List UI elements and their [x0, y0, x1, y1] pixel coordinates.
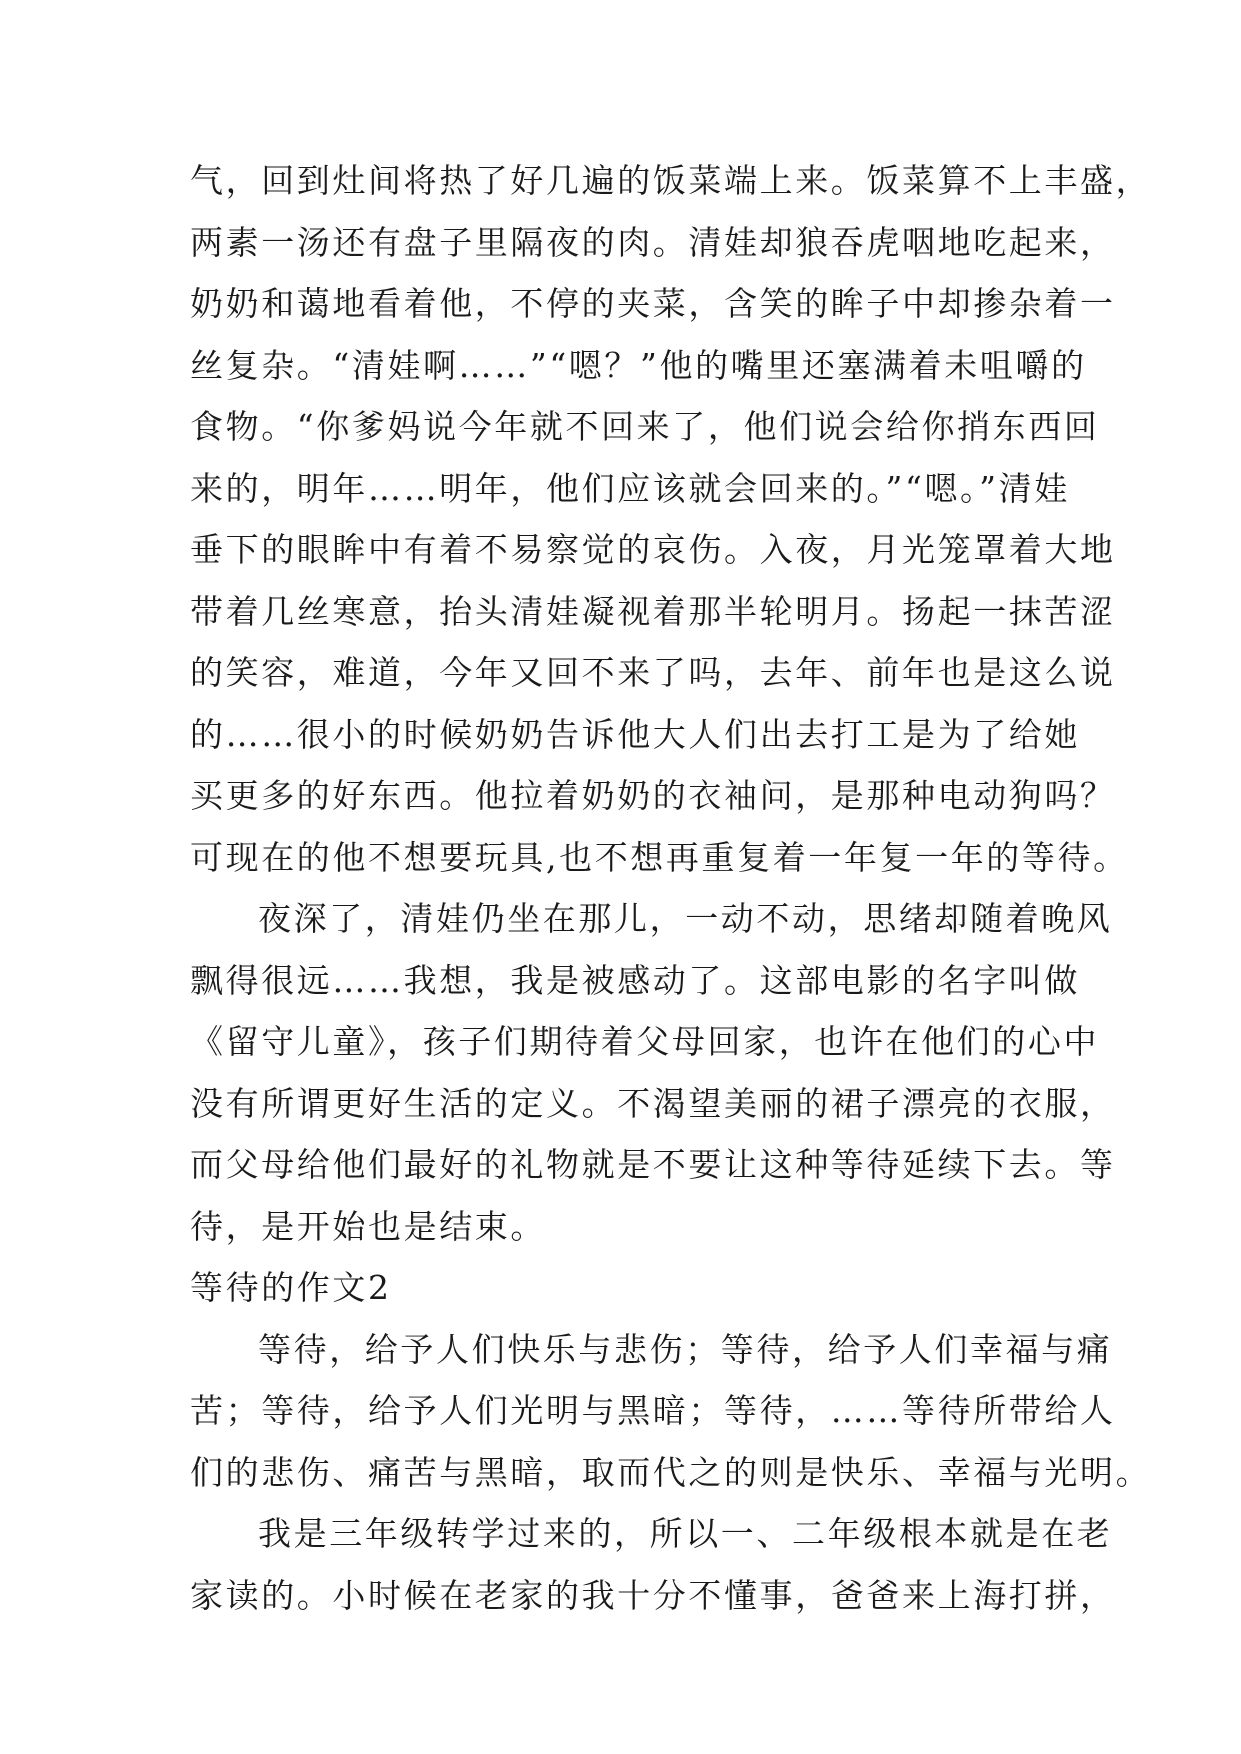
text-line: 没有所谓更好生活的定义。不渴望美丽的裙子漂亮的衣服，: [190, 1083, 1116, 1123]
text-line: 的……很小的时候奶奶告诉他大人们出去打工是为了给她: [190, 714, 1080, 754]
document-page: [190, 150, 1152, 1626]
text-line: 待，是开始也是结束。: [190, 1206, 546, 1246]
text-line: 食物。“你爹妈说今年就不回来了，他们说会给你捎东西回: [190, 407, 1100, 446]
section-heading: 等待的作文2: [190, 1268, 392, 1307]
text-line: 买更多的好东西。他拉着奶奶的衣袖问，是那种电动狗吗？: [190, 776, 1116, 815]
paragraph-first-line: 我是三年级转学过来的，所以一、二年级根本就是在老: [258, 1514, 1113, 1553]
text-line: 带着几丝寒意，抬头清娃凝视着那半轮明月。扬起一抹苦涩: [190, 591, 1116, 631]
text-line: 的笑容，难道，今年又回不来了吗，去年、前年也是这么说: [190, 653, 1116, 692]
text-line: 家读的。小时候在老家的我十分不懂事，爸爸来上海打拼，: [190, 1575, 1116, 1615]
text-line: 垂下的眼眸中有着不易察觉的哀伤。入夜，月光笼罩着大地: [190, 530, 1116, 569]
text-line: 苦；等待，给予人们光明与黑暗；等待，……等待所带给人: [190, 1391, 1116, 1430]
text-line: 来的，明年……明年，他们应该就会回来的。”“嗯。”清娃: [190, 468, 1070, 508]
text-line: 两素一汤还有盘子里隔夜的肉。清娃却狼吞虎咽地吃起来，: [190, 222, 1116, 262]
text-line: 可现在的他不想要玩具,也不想再重复着一年复一年的等待。: [190, 837, 1129, 877]
paragraph-first-line: 等待，给予人们快乐与悲伤；等待，给予人们幸福与痛: [258, 1329, 1113, 1369]
text-line: 气，回到灶间将热了好几遍的饭菜端上来。饭菜算不上丰盛，: [190, 161, 1152, 200]
text-line: 飘得很远……我想，我是被感动了。这部电影的名字叫做: [190, 960, 1080, 1000]
text-line: 而父母给他们最好的礼物就是不要让这种等待延续下去。等: [190, 1145, 1116, 1184]
text-line: 《留守儿童》，孩子们期待着父母回家，也许在他们的心中: [190, 1022, 1100, 1061]
text-line: 们的悲伤、痛苦与黑暗，取而代之的则是快乐、幸福与光明。: [190, 1452, 1152, 1492]
text-line: 奶奶和蔼地看着他，不停的夹菜，含笑的眸子中却掺杂着一: [190, 284, 1116, 323]
paragraph-first-line: 夜深了，清娃仍坐在那儿，一动不动，思绪却随着晚风: [258, 899, 1113, 938]
text-line: 丝复杂。“清娃啊……”“嗯？”他的嘴里还塞满着未咀嚼的: [190, 345, 1087, 385]
